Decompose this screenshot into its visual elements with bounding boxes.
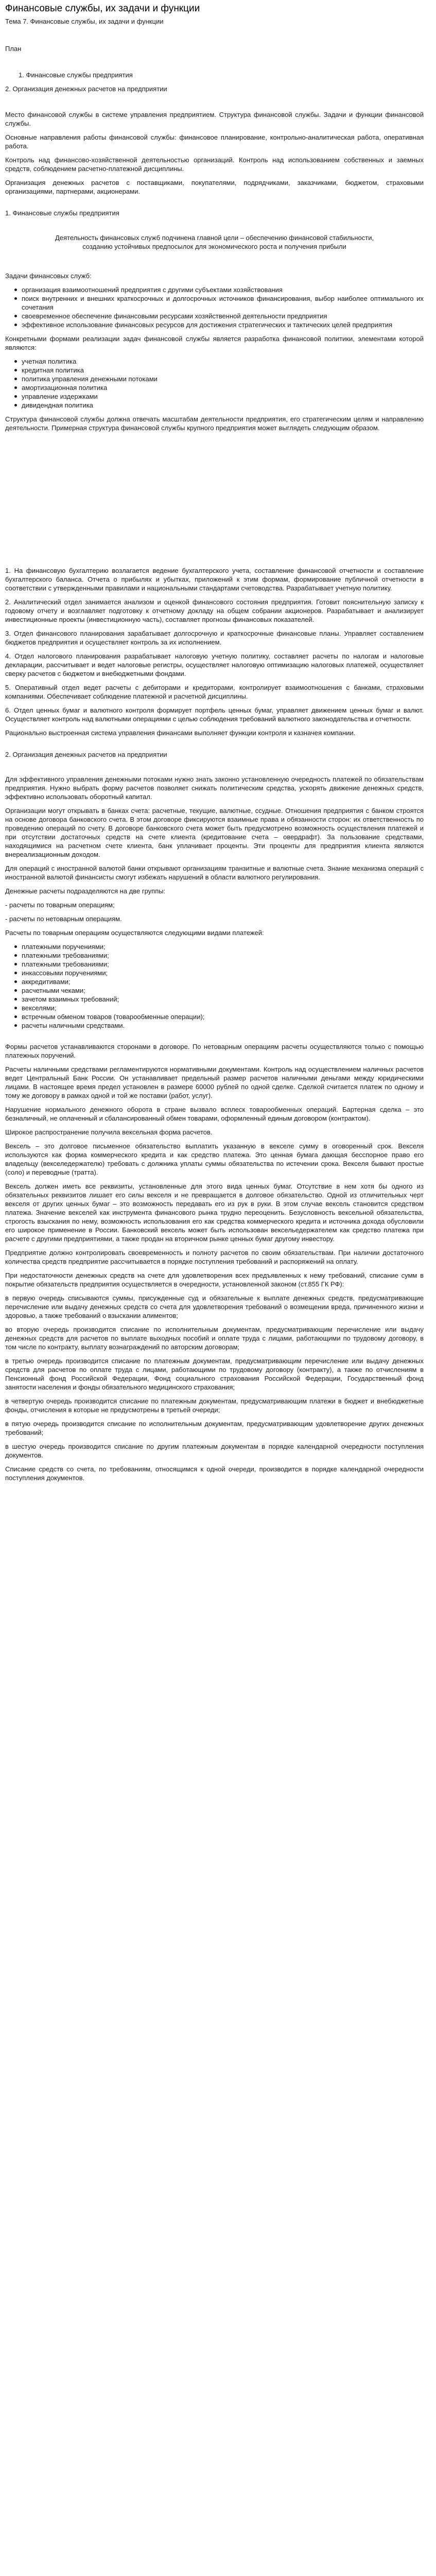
department-paragraph: 2. Аналитический отдел занимается анализом и оценкой финансового состояния предприятия. Готовит пояснительную записку к годовому отчету и возглавляет подготовку к отчетному докладу на общем собрании акционеров. Разрабатывает и анализирует инвестиционные проекты (инвестиционную часть), составляет прогнозы финансовых показателей. xyxy=(5,598,424,623)
list-item: кредитная политика xyxy=(22,366,424,375)
list-item: платежными поручениями; xyxy=(22,942,424,951)
list-item: управление издержками xyxy=(22,392,424,401)
body-paragraph: в первую очередь списываются суммы, присужденные суд и обязательные к выплате денежных средств, предусматривающие перечисление или выдачу денежных средств со счета для удовлетворения требований о возмещении вреда, причиненного жизни и здоровью, а также требований о взыскании алиментов; xyxy=(5,1294,424,1319)
body-paragraph: Для эффективного управления денежными потоками нужно знать законно установленную очередность платежей по обязательствам предприятия. Нужно выбрать форму расчетов позволяет снижать политическим средства, ускорять движение денежных средств, эффективно использовать оборотный капитал. xyxy=(5,775,424,801)
page-title: Финансовые службы, их задачи и функции xyxy=(5,3,200,14)
intro-paragraph: Место финансовой службы в системе управления предприятием. Структура финансовой службы. Задачи и функции финансовой службы. xyxy=(5,111,424,127)
body-paragraph: Формы расчетов устанавливаются сторонами в договоре. По нетоварным операциям расчеты осуществляются только с помощью платежных поручений. xyxy=(5,1043,424,1059)
body-paragraph: Расчеты по товарным операциям осуществляются следующими видами платежей: xyxy=(5,929,264,937)
body-paragraph: в шестую очередь производится списание по другим платежным документам в порядке календарной очередности поступления документов. xyxy=(5,1443,424,1459)
intro-paragraph: Организация денежных расчетов с поставщиками, покупателями, подрядчиками, заказчиками, бюджетом, страховыми организациями, партнерами, акционерами. xyxy=(5,179,424,195)
body-paragraph: Широкое распространение получила вексельная форма расчетов. xyxy=(5,1128,213,1136)
list-item: платежными требованиями; xyxy=(22,960,424,969)
body-paragraph: - расчеты по товарным операциям; xyxy=(5,901,115,909)
intro-paragraph: Контроль над финансово-хозяйственной деятельностью организаций. Контроль над использованием собственных и заемных средств, соблюдением расчетно-платежной дисциплины. xyxy=(5,156,424,173)
list-item: расчеты наличными средствами. xyxy=(22,1021,424,1030)
forms-list xyxy=(5,357,424,410)
list-item: расчетными чеками; xyxy=(22,986,424,995)
list-item: амортизационная политика xyxy=(22,383,424,392)
plan-item: 1. Финансовые службы предприятия xyxy=(19,71,133,79)
list-item: организация взаимоотношений предприятия с другими субъектами хозяйствования xyxy=(22,285,424,294)
list-item: дивидендная политика xyxy=(22,401,424,410)
department-paragraph: 5. Оперативный отдел ведет расчеты с дебиторами и кредиторами, контролирует взаимоотношения с банками, страховыми компаниями. Обеспечивает соблюдение платежной и расчетной дисциплины. xyxy=(5,684,424,700)
body-paragraph: Для операций с иностранной валютой банки открывают организациям транзитные и валютные счета. Знание механизма операций с иностранной валютой финансисты смогут избежать нарушений в области валютного регулирования. xyxy=(5,865,424,881)
department-paragraph: 6. Отдел ценных бумаг и валютного контроля формирует портфель ценных бумаг, управляет движением ценных бумаг и валют. Осуществляет контроль над валютными операциями с целью соблюдения требований валютного законодательства и отчетности. xyxy=(5,706,424,723)
body-paragraph: При недостаточности денежных средств на счете для удовлетворения всех предъявленных к нему требований, списание сумм в покрытие обязательств предприятия осуществляется в очередности, установленной законом (ст.855 ГК РФ): xyxy=(5,1272,424,1288)
list-item: политика управления денежными потоками xyxy=(22,375,424,383)
body-paragraph: Вексель должен иметь все реквизиты, установленные для этого вида ценных бумаг. Отсутствие в нем хотя бы одного из обязательных реквизитов лишает его силы векселя и не превращается в долговое обязательство. Одной из отличительных черт векселя от других ценных бумаг – это возможность передавать его из рук в руки. В этом случае вексель становится средством платежа. Значение векселей как инструмента финансового рынка трудно переоценить. Безусловность вексельной обязательства, строгость взыскания по нему, возможность использования его как средства коммерческого кредита и источника дохода обусловили его широкое применение в России. Банковский вексель может быть использован вексельедержателем как средство платежа при расчете с другими предприятиями, а также продан на вторичном рынке ценных бумаг другому инвестору. xyxy=(5,1182,424,1243)
body-paragraph: Вексель – это долговое письменное обязательство выплатить указанную в векселе сумму в оговоренный срок. Векселя используются как форма коммерческого кредита и как средство платежа. Это ценная бумага дающая бесспорное право его владельцу (векселедержателю) требовать с должника уплаты суммы обязательства по истечении срока. Векселя бывают простые (соло) и переводные (тратта). xyxy=(5,1142,424,1176)
plan-label: План xyxy=(5,45,22,53)
list-item: встречным обменом товаров (товарообменные операции); xyxy=(22,1012,424,1021)
forms-intro: Конкретными формами реализации задач финансовой службы является разработка финансовой политики, элементами которой являются: xyxy=(5,335,424,351)
section-heading: 1. Финансовые службы предприятия xyxy=(5,209,119,217)
list-item: своевременное обеспечение финансовыми ресурсами хозяйственной деятельности предприятия xyxy=(22,312,424,320)
body-paragraph: во вторую очередь производится списание по исполнительным документам, предусматривающим перечисление или выдачу денежных средств для расчетов по выплате выходных пособий и оплате труда с лицами, работающими по трудовому договору, в том числе по контракту, выплату вознаграждений по авторским договорам; xyxy=(5,1326,424,1351)
body-paragraph: Организации могут открывать в банках счета: расчетные, текущие, валютные, ссудные. Отношения предприятия с банком строятся на основе договора банковского счета. В этом договоре фиксируются взаимные права и обязанности сторон: их ответственность по проведению операций по счету. В договоре банковского счета может быть предусмотрено возможность осуществления платежей и при отсутствии достаточных средств на счете клиента (кредитование счета – овердрафт). За пользование средствами, находящимися на расчетном счете клиента, банк уплачивает проценты. Эти проценты для предприятия клиента являются внереализационным доходом. xyxy=(5,807,424,858)
section-heading: 2. Организация денежных расчетов на предприятии xyxy=(5,751,167,758)
topic-line: Тема 7. Финансовые службы, их задачи и функции xyxy=(5,18,164,25)
list-item: инкассовыми поручениями; xyxy=(22,969,424,977)
diagram-placeholder xyxy=(5,437,424,566)
department-paragraph: 3. Отдел финансового планирования зарабатывает долгосрочную и краткосрочные финансовые планы. Управляет составлением бюджетов предприятия и осуществляет контроль за их исполнением. xyxy=(5,630,424,646)
list-item: зачетом взаимных требований; xyxy=(22,995,424,1004)
body-paragraph: в четвертую очередь производится списание по платежным документам, предусматривающим платежи в бюджет и внебюджетные фонды, отчисления в которые не предусмотрены в третьей очереди; xyxy=(5,1397,424,1414)
list-item: учетная политика xyxy=(22,357,424,366)
body-paragraph: в третью очередь производится списание по платежным документам, предусматривающим перечисление или выдачу денежных средств для расчетов по оплате труда с лицами, работающими по трудовому договору (контракту), а также по отчислениям в Пенсионный фонд Российской Федерации, Фонд социального страхования Российской Федерации, Государственный фонд занятости населения и фонды обязательного медицинского страхования; xyxy=(5,1357,424,1391)
department-paragraph: 4. Отдел налогового планирования разрабатывает налоговую учетную политику, составляет расчеты по налогам и налоговые декларации, рассчитывает и ведет налоговые регистры, осуществляет налоговую оптимизацию налоговых платежей, осуществляет сверку расчетов с бюджетом и внебюджетными фондами. xyxy=(5,652,424,677)
body-paragraph: в пятую очередь производится списание по исполнительным документам, предусматривающим удовлетворение других денежных требований; xyxy=(5,1420,424,1436)
body-paragraph: - расчеты по нетоварным операциям. xyxy=(5,915,122,923)
payment-kinds-list xyxy=(5,942,424,1030)
spacer xyxy=(5,1035,424,1042)
body-paragraph: Денежные расчеты подразделяются на две группы: xyxy=(5,887,166,895)
list-item: аккредитивами; xyxy=(22,977,424,986)
list-item: платежными требованиями; xyxy=(22,951,424,960)
body-paragraph: Списание средств со счета, по требованиям, относящимся к одной очереди, производится в порядке календарной очередности поступления документов. xyxy=(5,1465,424,1482)
intro-paragraph: Основные направления работы финансовой службы: финансовое планирование, контрольно-аналитическая работа, оперативная работа. xyxy=(5,133,424,150)
body-paragraph: Нарушение нормального денежного оборота в стране вызвало всплеск товарообменных операций. Бартерная сделка – это безналичный, не оплаченный и сбалансированный обмен товарами, оформленный единым договором (контрактом). xyxy=(5,1106,424,1122)
department-paragraph: Рационально выстроенная система управления финансами выполняет функции контроля и казначея компании. xyxy=(5,729,356,737)
list-item: поиск внутренних и внешних краткосрочных и долгосрочных источников финансирования, выбор наиболее оптимального их сочетания xyxy=(22,295,424,311)
list-item: векселями; xyxy=(22,1004,424,1012)
body-paragraph: Расчеты наличными средствами регламентируются нормативными документами. Контроль над осуществлением наличных расчетов ведет Центральный Банк России. Он устанавливает предельный размер расчетов наличными деньгами между юридическими лицами. В настоящее время предел установлен в размере 60000 рублей по одной сделке. Сделкой считается платеж по одному и тому же договору в рамках одной и той же поставки (работ, услуг). xyxy=(5,1065,424,1099)
plan-item: 2. Организация денежных расчетов на предприятии xyxy=(5,85,167,93)
structure-paragraph: Структура финансовой службы должна отвечать масштабам деятельности предприятия, его стратегическим целям и направлению деятельности. Примерная структура финансовой службы крупного предприятия может выглядеть следующим образом. xyxy=(5,415,424,432)
tasks-intro: Задачи финансовых служб: xyxy=(5,272,92,280)
department-paragraph: 1. На финансовую бухгалтерию возлагается ведение бухгалтерского учета, составление финансовой отчетности и составление бухгалтерского баланса. Отчета о прибылях и убытках, приложений к этим формам, формирование публичной отчетности в соответствии с утвержденными правилами и национальными стандартами счетоводства. Разрабатывает учетную политику. xyxy=(5,567,424,592)
body-paragraph: Предприятие должно контролировать своевременность и полноту расчетов по своим обязательствам. При наличии достаточного количества средств предприятие рассчитывается в порядке поступления требований и распоряжений на оплату. xyxy=(5,1249,424,1265)
list-item: эффективное использование финансовых ресурсов для достижения стратегических и тактических целей предприятия xyxy=(22,320,424,329)
goal-statement: Деятельность финансовых служб подчинена главной цели – обеспечению финансовой стабильности, созданию устойчивых предпосылок для экономического роста и получения прибыли xyxy=(55,234,374,250)
tasks-list xyxy=(5,285,424,329)
